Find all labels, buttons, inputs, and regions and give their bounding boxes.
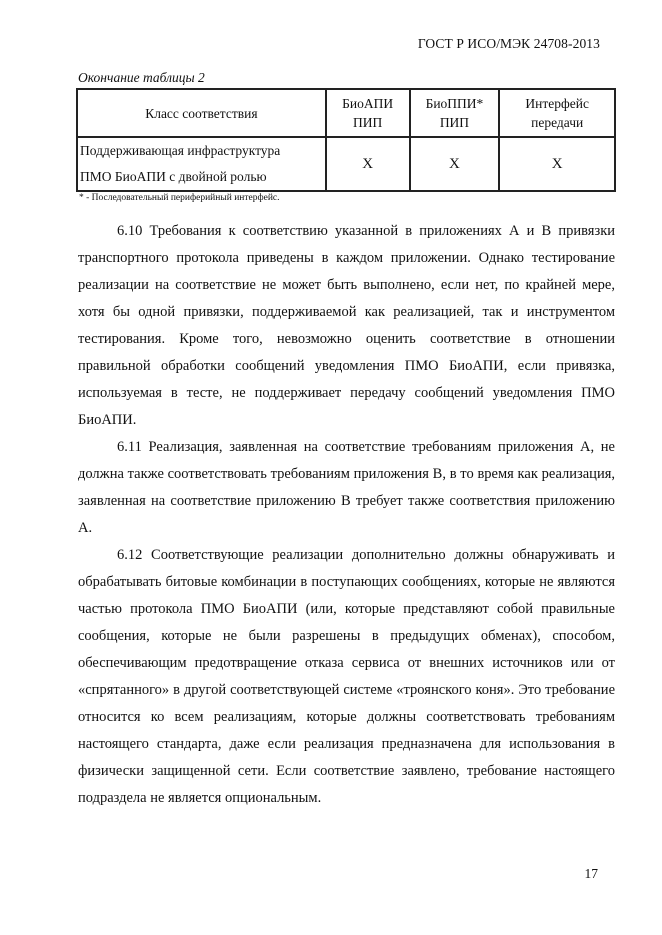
paragraph-text: 6.12 Соответствующие реализации дополнительно должны обнаруживать и обрабатывать битовые комбинации в поступающих сообщениях, которые не являются частью протокола ПМО БиоАПИ (или, которые представляют собой правильные сообщения, которые не были разрешены в предыдущих обменах), способом, обеспечивающим предотвращение отказа сервиса от внешних источников или от «спрятанного» в другой соответствующей системе «троянского коня». Это требование относится ко всем реализациям, которые должны соответствовать требованиям настоящего стандарта, даже если реализация предназначена для использования в физически защищенной сети. Если соответствие заявлено, требование настоящего подраздела не является опциональным.	[78, 547, 615, 806]
column-header-class: Класс соответствия	[77, 89, 326, 137]
document-header: ГОСТ Р ИСО/МЭК 24708-2013	[417, 36, 600, 51]
paragraph-6-12	[78, 542, 615, 812]
conformance-class-cell	[77, 137, 326, 191]
conformance-table	[76, 88, 616, 192]
paragraph-6-10	[78, 218, 615, 434]
column-header-bioapi: БиоАПИ ПИП	[326, 89, 410, 137]
column-header-interface: Интерфейс передачи	[499, 89, 615, 137]
conformance-class-line: Поддерживающая инфраструктура	[80, 143, 281, 158]
paragraph-6-11	[78, 434, 615, 542]
page-number: 17	[584, 866, 598, 881]
table-caption: Окончание таблицы 2	[78, 70, 205, 85]
table-footnote: * - Последовательный периферийный интерфейс.	[79, 193, 280, 203]
mark-cell: X	[410, 137, 500, 191]
mark-cell: X	[499, 137, 615, 191]
conformance-class-line: ПМО БиоАПИ с двойной ролью	[80, 169, 267, 184]
paragraph-text: 6.10 Требования к соответствию указанной в приложениях А и В привязки транспортного протокола приведены в каждом приложении. Однако тестирование реализации на соответствие не может быть выполнено, если нет, по крайней мере, хотя бы одной привязки, поддерживаемой как реализацией, так и инструментом тестирования. Кроме того, невозможно оценить соответствие в отношении правильной обработки сообщений уведомления ПМО БиоАПИ, если привязка, используемая в тесте, не поддерживает передачу сообщений уведомления ПМО БиоАПИ.	[78, 223, 615, 428]
table-row	[77, 137, 615, 191]
paragraph-text: 6.11 Реализация, заявленная на соответствие требованиям приложения А, не должна также соответствовать требованиям приложения В, в то время как реализация, заявленная на соответствие приложению В требует также соответствия приложению А.	[78, 439, 615, 536]
table-header-row	[77, 89, 615, 137]
mark-cell: X	[326, 137, 410, 191]
column-header-bioppi: БиоППИ* ПИП	[410, 89, 500, 137]
